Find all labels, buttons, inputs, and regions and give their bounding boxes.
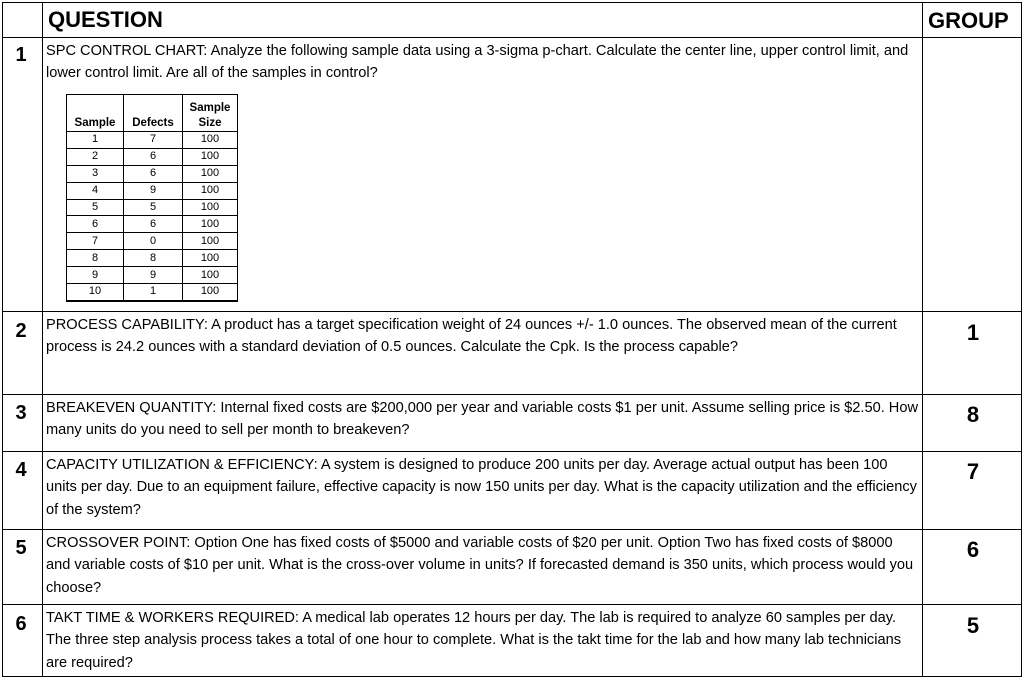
col-header-sample-size: [183, 95, 238, 132]
table-row: [67, 199, 238, 216]
size-cell: 100: [183, 284, 238, 301]
defects-cell: 6: [124, 165, 183, 182]
table-row: [67, 284, 238, 301]
question-text: TAKT TIME & WORKERS REQUIRED: A medical lab operates 12 hours per day. The lab is required to analyze 60 samples per day. The three step analysis process takes a total of one hour to complete. What is the takt time for the lab and how many lab technicians are required?: [46, 610, 902, 671]
header-divider: [2, 37, 1022, 38]
question-number: 1: [15, 44, 27, 66]
row-divider: [2, 311, 1022, 312]
sample-cell: 1: [67, 132, 124, 149]
size-cell: 100: [183, 182, 238, 199]
group-number: 7: [966, 459, 980, 484]
sample-cell: 7: [67, 233, 124, 250]
question-text: CAPACITY UTILIZATION & EFFICIENCY: A system is designed to produce 200 units per day. Average actual output has been 100 units per day. Due to an equipment failure, effective capacity is now 150 units per day. What is the capacity utilization and the efficiency of the system?: [46, 457, 917, 518]
question-number: 6: [15, 613, 27, 635]
size-cell: 100: [183, 148, 238, 165]
question-header: QUESTION: [48, 7, 163, 32]
table-row: [67, 233, 238, 250]
sample-cell: 3: [67, 165, 124, 182]
table-row: [67, 267, 238, 284]
question-number: 2: [15, 320, 27, 342]
size-cell: 100: [183, 233, 238, 250]
question-text: BREAKEVEN QUANTITY: Internal fixed costs are $200,000 per year and variable costs $1 per unit. Assume selling price is $2.50. How many units do you need to sell per month to breakeven?: [46, 400, 918, 439]
size-cell: 100: [183, 199, 238, 216]
sample-cell: 2: [67, 148, 124, 165]
col-header-defects: Defects: [124, 95, 183, 132]
group-number: 1: [966, 320, 980, 345]
defects-cell: 5: [124, 199, 183, 216]
column-divider: [922, 2, 923, 677]
group-header: GROUP: [928, 8, 1009, 33]
sample-cell: 6: [67, 216, 124, 233]
sample-cell: 5: [67, 199, 124, 216]
column-divider: [42, 2, 43, 677]
sample-cell: 9: [67, 267, 124, 284]
row-divider: [2, 529, 1022, 530]
question-text: PROCESS CAPABILITY: A product has a target specification weight of 24 ounces +/- 1.0 ounces. The observed mean of the current process is 24.2 ounces with a standard deviation of 0.5 ounces. Calculate the Cpk. Is the process capable?: [46, 317, 897, 356]
size-cell: 100: [183, 165, 238, 182]
defects-cell: 9: [124, 182, 183, 199]
group-number: 5: [966, 613, 980, 638]
question-number: 4: [15, 459, 27, 481]
table-row: [67, 250, 238, 267]
table-row: [67, 216, 238, 233]
sample-cell: 4: [67, 182, 124, 199]
question-number: 3: [15, 402, 27, 424]
col-header-sample: Sample: [67, 95, 124, 132]
defects-cell: 1: [124, 284, 183, 301]
row-divider: [2, 451, 1022, 452]
row-divider: [2, 394, 1022, 395]
table-row: [67, 165, 238, 182]
col-header-sample-size-top: Sample: [189, 102, 231, 114]
sample-cell: 8: [67, 250, 124, 267]
table-row: [67, 132, 238, 149]
question-text: CROSSOVER POINT: Option One has fixed costs of $5000 and variable costs of $20 per unit. Option Two has fixed costs of $8000 and variable costs of $10 per unit. What is the cross-over volume in units? If forecasted demand is 350 units, which process would you choose?: [46, 535, 914, 596]
sample-data-table: [66, 94, 238, 302]
question-number: 5: [15, 537, 27, 559]
sample-cell: 10: [67, 284, 124, 301]
defects-cell: 8: [124, 250, 183, 267]
size-cell: 100: [183, 250, 238, 267]
size-cell: 100: [183, 216, 238, 233]
group-number: 8: [966, 402, 980, 427]
size-cell: 100: [183, 267, 238, 284]
defects-cell: 6: [124, 216, 183, 233]
group-number: 6: [966, 537, 980, 562]
defects-cell: 7: [124, 132, 183, 149]
defects-cell: 0: [124, 233, 183, 250]
col-header-sample-size-bottom: Size: [198, 117, 222, 129]
size-cell: 100: [183, 132, 238, 149]
row-divider: [2, 604, 1022, 605]
table-row: [67, 182, 238, 199]
question-text: SPC CONTROL CHART: Analyze the following sample data using a 3-sigma p-chart. Calculate the center line, upper control limit, and lower control limit. Are all of the samples in control?: [46, 43, 909, 82]
defects-cell: 6: [124, 148, 183, 165]
defects-cell: 9: [124, 267, 183, 284]
table-row: [67, 148, 238, 165]
